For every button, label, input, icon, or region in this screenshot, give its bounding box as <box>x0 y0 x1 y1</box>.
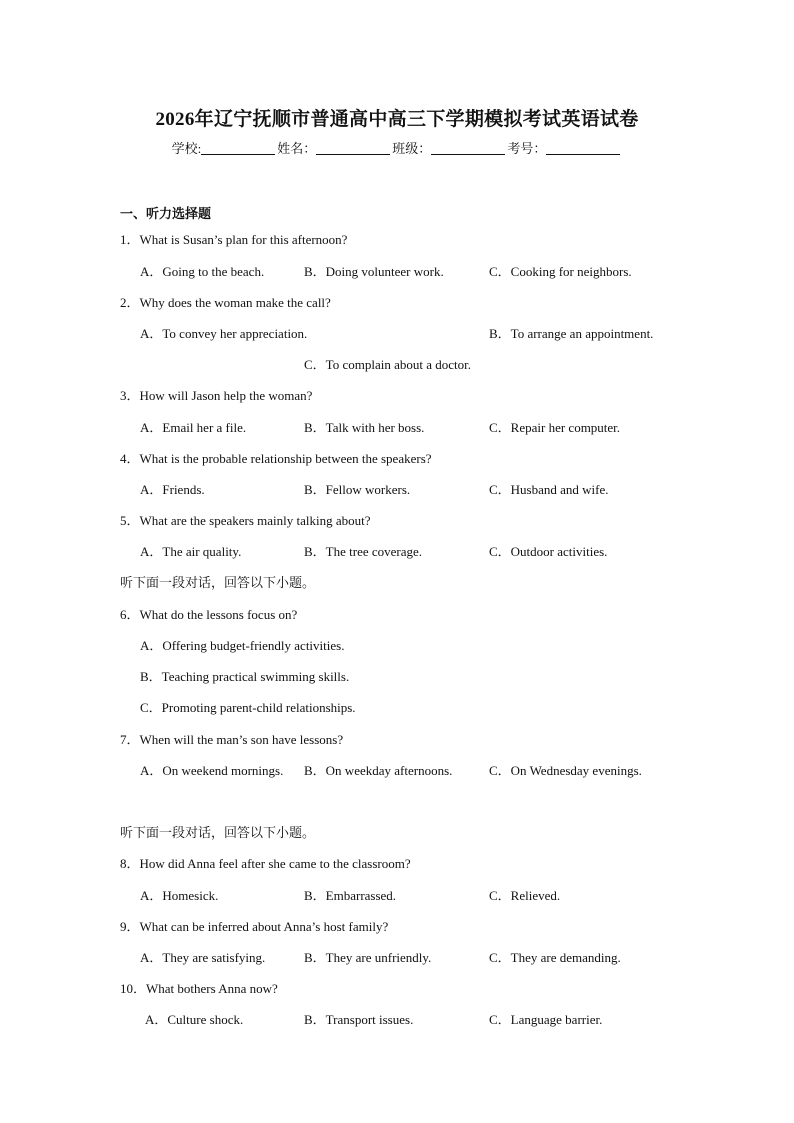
question-6-stem: 6．What do the lessons focus on? <box>120 607 298 622</box>
question-7-stem: 7．When will the man’s son have lessons? <box>120 732 344 747</box>
question-2-option-b[interactable]: B．To arrange an appointment. <box>489 326 654 341</box>
question-7-option-a[interactable]: A．On weekend mornings. <box>140 763 284 778</box>
question-5-option-b[interactable]: B．The tree coverage. <box>304 544 423 559</box>
question-3-stem: 3．How will Jason help the woman? <box>120 388 313 403</box>
question-4-option-a[interactable]: A．Friends. <box>140 482 205 497</box>
question-10-option-b[interactable]: B．Transport issues. <box>304 1012 414 1027</box>
question-4-stem: 4．What is the probable relationship between the speakers? <box>120 451 432 466</box>
question-7-option-c[interactable]: C．On Wednesday evenings. <box>489 763 642 778</box>
name-blank[interactable] <box>316 141 390 155</box>
question-8-option-c[interactable]: C．Relieved. <box>489 888 561 903</box>
exam-title: 2026年辽宁抚顺市普通高中高三下学期模拟考试英语试卷 <box>155 109 639 130</box>
class-label: 班级： <box>392 141 432 156</box>
question-2-option-c[interactable]: C．To complain about a doctor. <box>304 357 471 372</box>
question-5-stem: 5．What are the speakers mainly talking about? <box>120 513 371 528</box>
question-6-option-b[interactable]: B．Teaching practical swimming skills. <box>140 669 350 684</box>
question-1-stem: 1．What is Susan’s plan for this afternoon? <box>120 232 348 247</box>
question-4-option-c[interactable]: C．Husband and wife. <box>489 482 609 497</box>
question-3-option-c[interactable]: C．Repair her computer. <box>489 420 621 435</box>
question-6-option-a[interactable]: A．Offering budget-friendly activities. <box>140 638 345 653</box>
question-2-stem: 2．Why does the woman make the call? <box>120 295 331 310</box>
question-6-option-c[interactable]: C．Promoting parent-child relationships. <box>140 700 356 715</box>
question-9-option-a[interactable]: A．They are satisfying. <box>140 950 266 965</box>
question-9-option-b[interactable]: B．They are unfriendly. <box>304 950 432 965</box>
question-5-option-a[interactable]: A．The air quality. <box>140 544 242 559</box>
question-10-option-c[interactable]: C．Language barrier. <box>489 1012 603 1027</box>
exam-number-label: 考号： <box>507 141 547 156</box>
exam-number-blank[interactable] <box>546 141 620 155</box>
question-3-option-b[interactable]: B．Talk with her boss. <box>304 420 425 435</box>
question-8-stem: 8．How did Anna feel after she came to the classroom? <box>120 856 411 871</box>
question-8-option-b[interactable]: B．Embarrassed. <box>304 888 397 903</box>
dialogue-instruction-1: 听下面一段对话，回答以下小题。 <box>120 575 316 590</box>
question-10-stem: 10．What bothers Anna now? <box>120 981 278 996</box>
name-label: 姓名： <box>277 141 317 156</box>
school-blank[interactable] <box>201 141 275 155</box>
question-5-option-c[interactable]: C．Outdoor activities. <box>489 544 608 559</box>
section-heading-listening: 一、听力选择题 <box>120 206 212 221</box>
question-8-option-a[interactable]: A．Homesick. <box>140 888 219 903</box>
question-10-option-a[interactable]: A．Culture shock. <box>145 1012 244 1027</box>
student-info-line <box>0 138 794 157</box>
school-label: 学校: <box>171 141 202 156</box>
class-blank[interactable] <box>431 141 505 155</box>
question-4-option-b[interactable]: B．Fellow workers. <box>304 482 411 497</box>
question-9-stem: 9．What can be inferred about Anna’s host family? <box>120 919 389 934</box>
question-2-option-a[interactable]: A．To convey her appreciation. <box>140 326 308 341</box>
question-7-option-b[interactable]: B．On weekday afternoons. <box>304 763 453 778</box>
question-3-option-a[interactable]: A．Email her a file. <box>140 420 247 435</box>
question-1-option-b[interactable]: B．Doing volunteer work. <box>304 264 444 279</box>
question-1-option-c[interactable]: C．Cooking for neighbors. <box>489 264 632 279</box>
dialogue-instruction-2: 听下面一段对话，回答以下小题。 <box>120 825 316 840</box>
question-9-option-c[interactable]: C．They are demanding. <box>489 950 621 965</box>
question-1-option-a[interactable]: A．Going to the beach. <box>140 264 265 279</box>
